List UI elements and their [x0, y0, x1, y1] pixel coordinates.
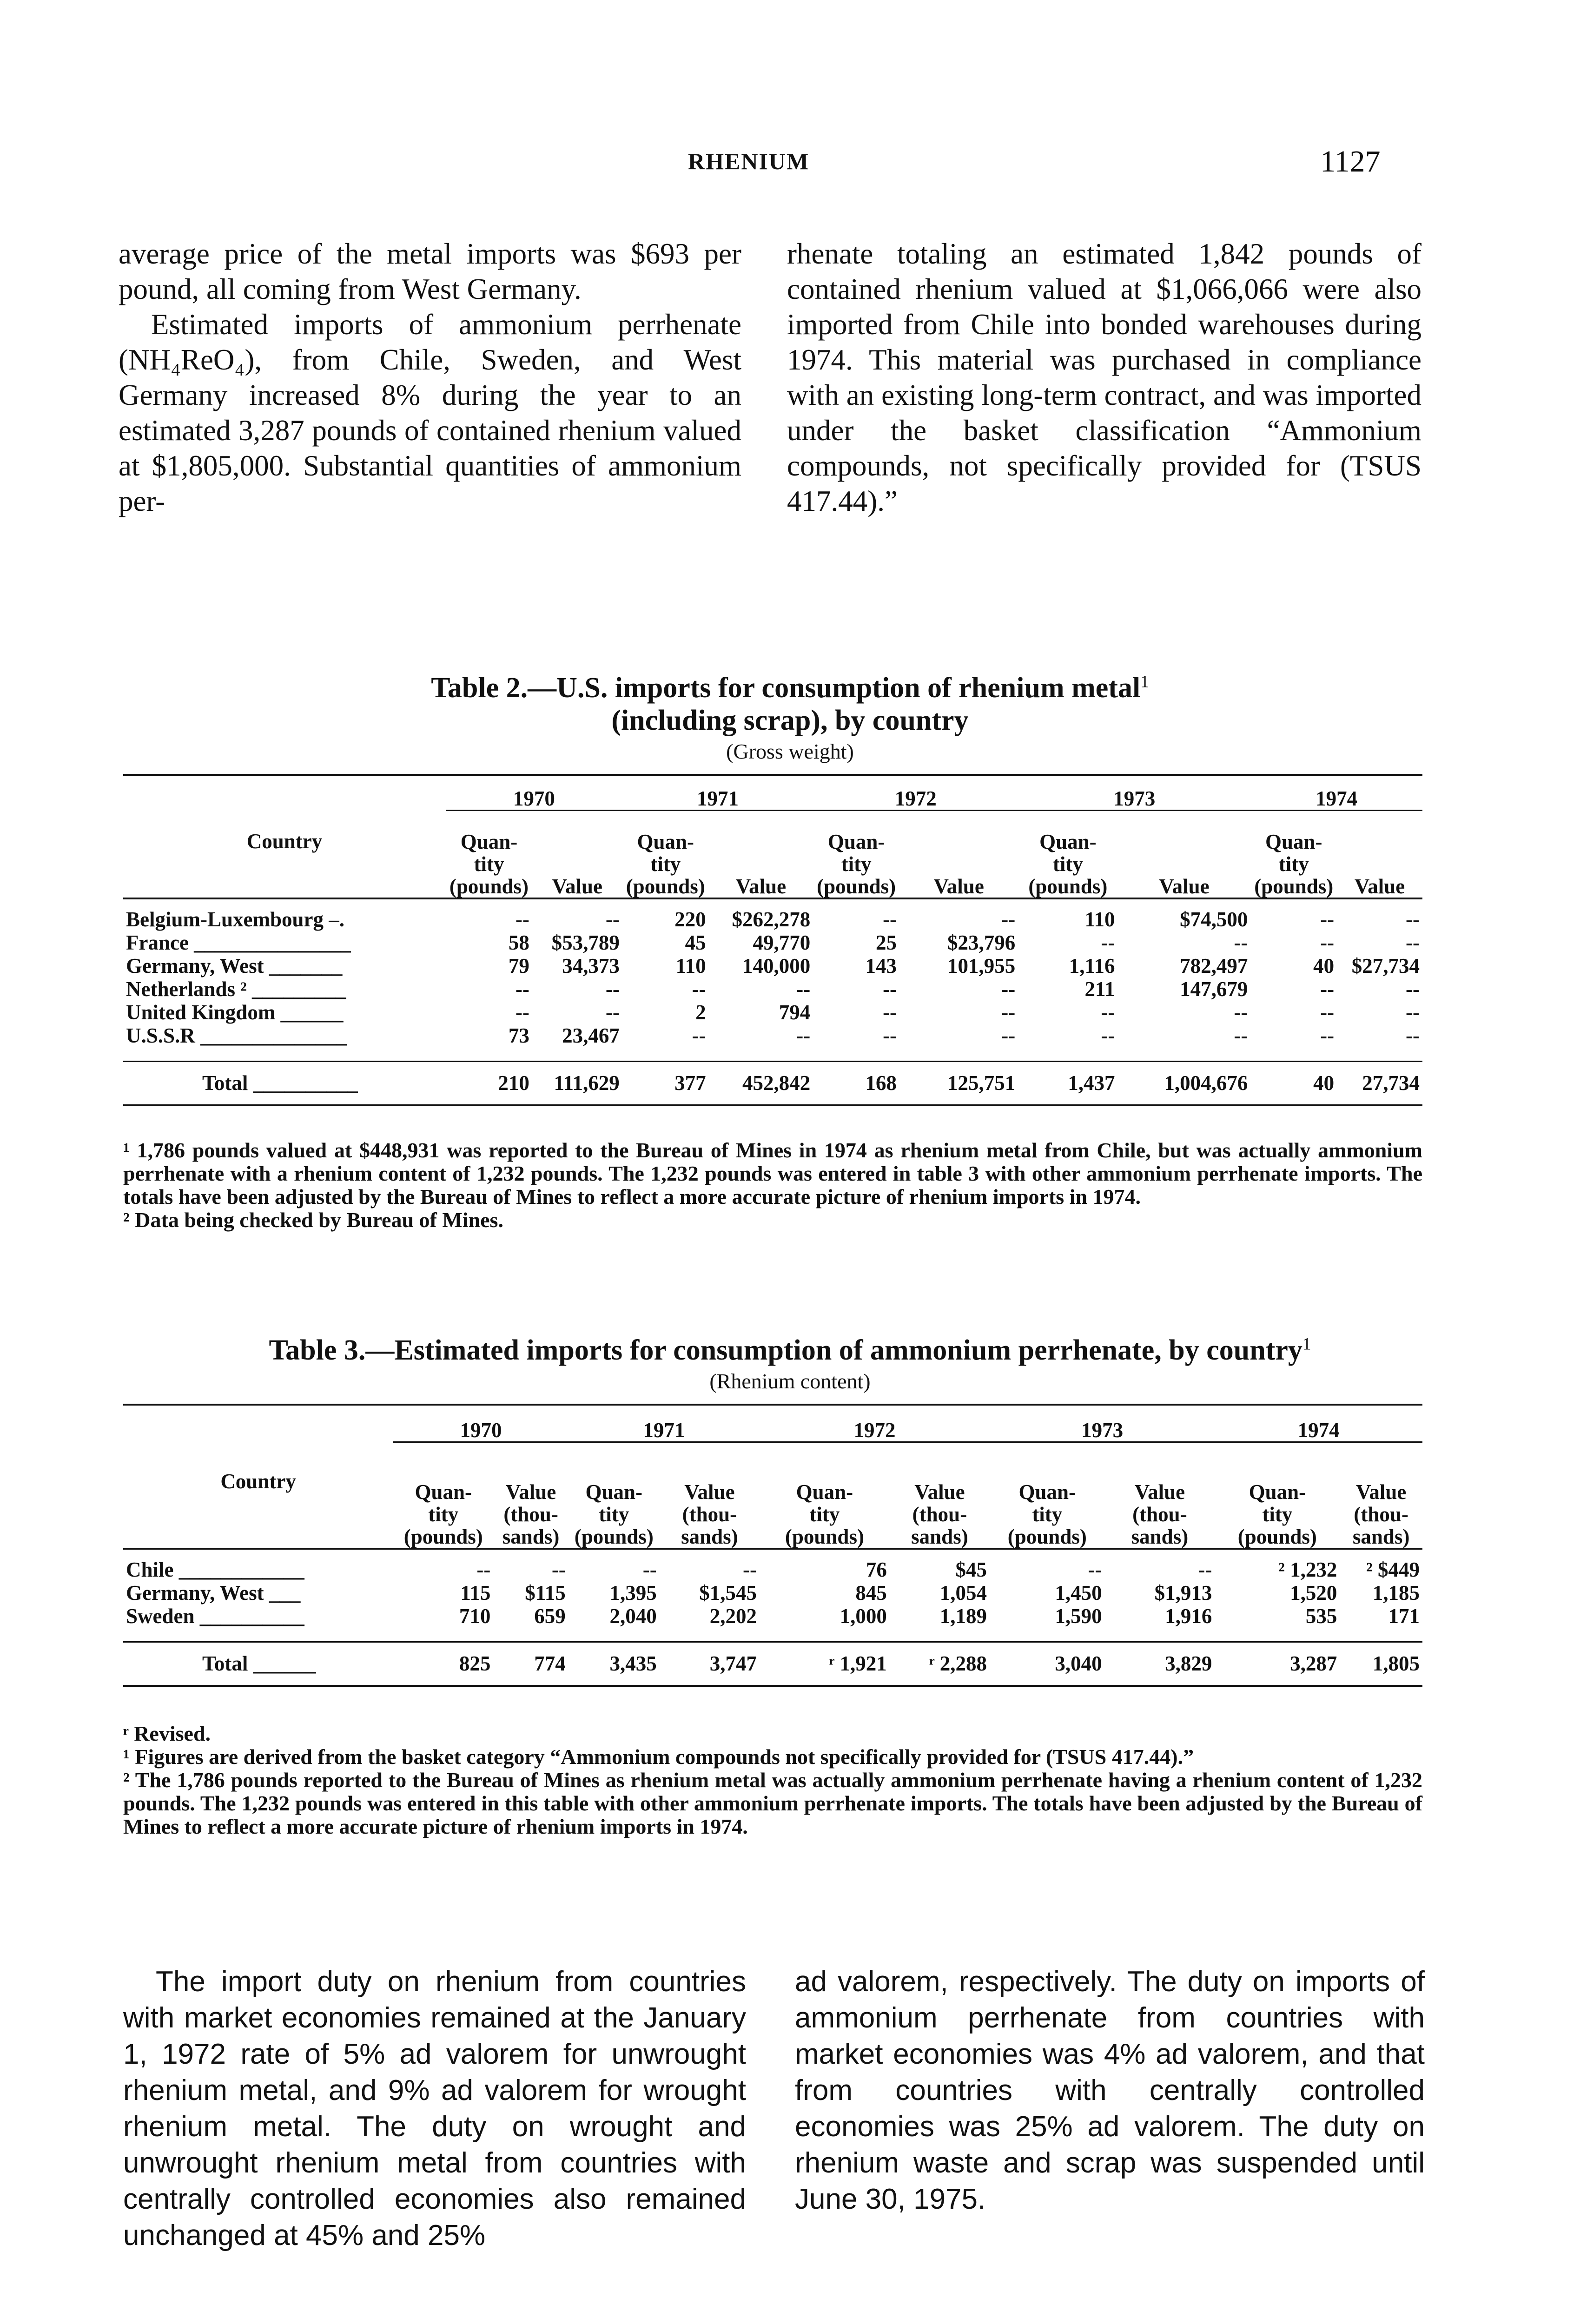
table2-qty-header: Quan- tity (pounds) — [449, 830, 529, 898]
table3-spacer — [123, 1549, 1422, 1558]
table3-value-header: Value (thou- sands) — [681, 1480, 738, 1548]
table2-value-cell: 110 — [675, 954, 706, 977]
table3-note-3: ² The 1,786 pounds reported to the Bureau of Mines as rhenium metal was actually ammonium perrhenate having a rhenium content of 1,232 pounds. The 1,232 pounds was entered in this table with other ammonium perrhenate imports. The totals have been adjusted by the Bureau of Mines to reflect a more accurate picture of rhenium imports in 1974. — [123, 1768, 1422, 1838]
table3-value-cell: 2,040 — [609, 1604, 657, 1628]
table3-country-cell: Sweden __________ — [126, 1604, 304, 1628]
table2-value-cell: 73 — [508, 1024, 529, 1047]
table2-value-cell: 58 — [508, 931, 529, 954]
table2-title-line1: Table 2.—U.S. imports for consumption of rhenium metal — [431, 672, 1141, 704]
table2-value-cell: 794 — [779, 1001, 811, 1024]
table3-value-cell: 3,829 — [1165, 1652, 1212, 1676]
table3-value-cell: 1,805 — [1372, 1652, 1420, 1676]
table2-spacer — [123, 898, 1422, 908]
table3 — [123, 1404, 1422, 1687]
table2-value-cell: 1,437 — [1068, 1071, 1115, 1095]
table3-total-row — [123, 1642, 1422, 1686]
table2-year-header: 1970 — [446, 775, 622, 810]
closing-left-paragraph: The import duty on rhenium from countries with market economies remained at the January 1, 1972 rate of 5% ad valorem for unwrought rhenium metal, and 9% ad valorem for wrought rhenium metal. The duty on wrought and unwrought rhenium metal from countries with centrally controlled economies also remained unchanged at 45% and 25% — [123, 1966, 746, 2251]
table2-value-cell: -- — [1406, 908, 1420, 931]
table3-country-header: Country — [220, 1470, 296, 1493]
intro-left-paragraph-2: Estimated imports of ammonium perrhenate (NH₄ReO₄), from Chile, Sweden, and West Germany increased 8% during the year to an estimated 3,287 pounds of contained rhenium valued at $1,805,000. Substantial quantities of ammonium per- — [119, 308, 741, 517]
table3-year-header: 1971 — [569, 1405, 760, 1442]
table2-value-cell: -- — [796, 1024, 811, 1047]
table2-value-cell: -- — [1234, 1001, 1248, 1024]
table3-qty-header: Quan- tity (pounds) — [574, 1480, 654, 1548]
table2-value-cell: -- — [515, 977, 529, 1001]
table3-value-cell: ² 1,232 — [1278, 1558, 1337, 1581]
table3-value-cell: ʳ 2,288 — [929, 1652, 987, 1676]
table3-body — [123, 1549, 1422, 1686]
table2-value-cell: 452,842 — [742, 1071, 811, 1095]
table2-value-cell: 40 — [1313, 1071, 1335, 1095]
table3-row — [123, 1558, 1422, 1581]
table2-value-cell: -- — [1320, 931, 1335, 954]
table2-value-cell: -- — [883, 908, 897, 931]
table3-value-cell: 1,395 — [609, 1581, 657, 1604]
table2-value-header: Value — [1354, 875, 1405, 898]
table3-value-cell: -- — [1088, 1558, 1102, 1581]
table2-value-cell: -- — [1001, 977, 1016, 1001]
table3-qty-header: Quan- tity (pounds) — [1237, 1480, 1317, 1548]
table3-country-cell: Chile ____________ — [126, 1558, 304, 1581]
table2-value-cell: 101,955 — [947, 954, 1016, 977]
table2-value-cell: 45 — [685, 931, 706, 954]
table2-year-header: 1973 — [1018, 775, 1250, 810]
table3-value-header: Value (thou- sands) — [502, 1480, 560, 1548]
table2-value-cell: $262,278 — [732, 908, 811, 931]
table3-value-cell: 3,747 — [709, 1652, 757, 1676]
table3-qty-header: Quan- tity (pounds) — [403, 1480, 483, 1548]
table2-value-cell: 1,116 — [1069, 954, 1115, 977]
table2-row — [123, 931, 1422, 954]
table2-value-cell: -- — [883, 977, 897, 1001]
table3-value-cell: 535 — [1305, 1604, 1337, 1628]
table2-value-cell: $23,796 — [947, 931, 1016, 954]
table2-total-label: Total __________ — [202, 1071, 358, 1095]
table2-value-cell: -- — [1234, 1024, 1248, 1047]
table3-value-header: Value (thou- sands) — [1352, 1480, 1410, 1548]
table3-value-cell: ² $449 — [1366, 1558, 1420, 1581]
table2-value-cell: -- — [1320, 1024, 1335, 1047]
table2-value-cell: -- — [692, 977, 706, 1001]
table2-note-1: ¹ 1,786 pounds valued at $448,931 was reported to the Bureau of Mines in 1974 as rhenium metal from Chile, but was actually ammonium perrhenate with a rhenium content of 1,232 pounds. The 1,232 pounds was entered in table 3 with other ammonium perrhenate imports. The totals have been adjusted by the Bureau of Mines to reflect a more accurate picture of rhenium imports in 1974. — [123, 1138, 1422, 1208]
table3-title — [0, 1334, 1580, 1367]
table2-value-cell: 147,679 — [1180, 977, 1248, 1001]
table2-value-cell: 27,734 — [1362, 1071, 1420, 1095]
table2-title — [0, 672, 1580, 737]
table2-value-cell: -- — [515, 908, 529, 931]
table2-value-cell: 211 — [1084, 977, 1115, 1001]
table2-row — [123, 1024, 1422, 1047]
table2-value-header: Value — [1159, 875, 1210, 898]
table2-value-cell: -- — [692, 1024, 706, 1047]
table2-value-cell: 25 — [876, 931, 897, 954]
table3-value-cell: -- — [1198, 1558, 1212, 1581]
table2-value-cell: -- — [1320, 1001, 1335, 1024]
table2-year-header: 1972 — [813, 775, 1018, 810]
table2-value-cell: 110 — [1084, 908, 1115, 931]
table2-qty-header: Quan- tity (pounds) — [626, 830, 705, 898]
table2 — [123, 774, 1422, 1106]
table2-country-cell: United Kingdom ______ — [126, 1001, 344, 1024]
table3-value-cell: 1,054 — [939, 1581, 987, 1604]
table3-value-cell: 76 — [866, 1558, 887, 1581]
table2-country-cell: U.S.S.R ______________ — [126, 1024, 347, 1047]
table2-value-cell: -- — [1001, 1001, 1016, 1024]
table2-value-cell: 140,000 — [742, 954, 811, 977]
table3-value-cell: $1,545 — [699, 1581, 757, 1604]
table2-country-cell: Netherlands ² _________ — [126, 977, 346, 1001]
table2-row — [123, 1001, 1422, 1024]
table3-value-cell: $1,913 — [1154, 1581, 1212, 1604]
closing-right-paragraph: ad valorem, respectively. The duty on imports of ammonium perrhenate from countries with market economies was 4% ad valorem, and that from countries with centrally controlled economies was 25% ad valorem. The duty on rhenium waste and scrap was suspended until June 30, 1975. — [795, 1966, 1425, 2215]
table2-value-cell: 2 — [695, 1001, 706, 1024]
table2-value-cell: -- — [605, 1001, 620, 1024]
table3-value-cell: 3,435 — [609, 1652, 657, 1676]
table3-value-cell: 115 — [460, 1581, 491, 1604]
closing-left-column — [123, 1964, 746, 2254]
table2-note-2: ² Data being checked by Bureau of Mines. — [123, 1208, 503, 1232]
table2-value-cell: 220 — [674, 908, 706, 931]
table2-value-cell: 111,629 — [554, 1071, 620, 1095]
table2-value-cell: -- — [1101, 1001, 1115, 1024]
table2-value-cell: -- — [1406, 1024, 1420, 1047]
table2-value-cell: 125,751 — [947, 1071, 1016, 1095]
table2-total-row — [123, 1061, 1422, 1105]
table3-value-cell: 1,916 — [1165, 1604, 1212, 1628]
table2-value-cell: 1,004,676 — [1164, 1071, 1248, 1095]
table3-value-cell: 1,000 — [840, 1604, 887, 1628]
table2-value-cell: 168 — [865, 1071, 897, 1095]
table3-qty-header: Quan- tity (pounds) — [1007, 1480, 1087, 1548]
table3-value-cell: 710 — [459, 1604, 491, 1628]
table2-value-header: Value — [735, 875, 787, 898]
table2-qty-header: Quan- tity (pounds) — [1028, 830, 1108, 898]
table2-value-cell: -- — [1001, 1024, 1016, 1047]
table3-value-cell: 3,040 — [1055, 1652, 1102, 1676]
table2-qty-header: Quan- tity (pounds) — [1254, 830, 1334, 898]
table3-year-header: 1974 — [1215, 1405, 1422, 1442]
table2-value-cell: 79 — [508, 954, 529, 977]
table2-value-cell: -- — [515, 1001, 529, 1024]
table3-value-cell: 171 — [1388, 1604, 1420, 1628]
table3-row — [123, 1581, 1422, 1604]
table2-notes — [123, 1139, 1422, 1232]
table2-value-cell: -- — [883, 1024, 897, 1047]
table3-value-cell: 659 — [534, 1604, 566, 1628]
table3-year-header: 1972 — [760, 1405, 990, 1442]
table2-year-header: 1971 — [622, 775, 813, 810]
table2-value-cell: -- — [1406, 977, 1420, 1001]
table2-value-cell: -- — [1101, 931, 1115, 954]
table3-value-cell: $45 — [955, 1558, 987, 1581]
page-number: 1127 — [1320, 145, 1381, 178]
table2-value-cell: -- — [1001, 908, 1016, 931]
table3-value-cell: -- — [476, 1558, 491, 1581]
table3-value-header: Value (thou- sands) — [1131, 1480, 1189, 1548]
table2-qty-header: Quan- tity (pounds) — [817, 830, 896, 898]
table2-value-cell: 40 — [1313, 954, 1335, 977]
table2-row — [123, 977, 1422, 1001]
table2-value-cell: 34,373 — [562, 954, 620, 977]
table2-value-cell: 782,497 — [1180, 954, 1248, 977]
table3-value-cell: 825 — [459, 1652, 491, 1676]
table3-value-cell: 774 — [534, 1652, 566, 1676]
table3-year-header: 1970 — [393, 1405, 569, 1442]
running-title: RHENIUM — [688, 148, 810, 174]
table2-value-cell: -- — [1320, 977, 1335, 1001]
table3-value-header: Value (thou- sands) — [911, 1480, 968, 1548]
table2-subtitle: (Gross weight) — [726, 739, 854, 763]
table2-country-cell: France _______________ — [126, 931, 351, 954]
table2-value-cell: 49,770 — [753, 931, 811, 954]
intro-right-column — [787, 236, 1421, 519]
table3-year-header: 1973 — [990, 1405, 1215, 1442]
table3-value-cell: 1,450 — [1055, 1581, 1102, 1604]
table3-country-cell: Germany, West ___ — [126, 1581, 301, 1604]
table2-value-cell: 377 — [674, 1071, 706, 1095]
table2-title-line2: (including scrap), by country — [611, 705, 969, 736]
table2-value-header: Value — [552, 875, 603, 898]
table3-spacer — [123, 1628, 1422, 1642]
intro-left-paragraph-1: average price of the metal imports was $693 per pound, all coming from West Germany. — [119, 238, 741, 305]
table2-value-cell: -- — [1406, 931, 1420, 954]
table2-body — [123, 898, 1422, 1105]
table3-value-cell: -- — [642, 1558, 657, 1581]
table3-value-cell: -- — [551, 1558, 566, 1581]
table3-value-cell: 845 — [855, 1581, 887, 1604]
table3-value-cell: 2,202 — [709, 1604, 757, 1628]
table2-row — [123, 954, 1422, 977]
table2-year-header: 1974 — [1250, 775, 1422, 810]
table3-title-footnote-mark: 1 — [1302, 1334, 1311, 1354]
table3-note-1: ʳ Revised. — [123, 1722, 211, 1745]
table2-value-cell: -- — [605, 977, 620, 1001]
table2-country-cell: Germany, West _______ — [126, 954, 343, 977]
table2-value-cell: 143 — [865, 954, 897, 977]
table3-value-cell: ʳ 1,921 — [829, 1652, 887, 1676]
intro-right-paragraph-1: rhenate totaling an estimated 1,842 pounds of contained rhenium valued at $1,066,066 were also imported from Chile into bonded warehouses during 1974. This material was purchased in compliance with an existing long-term contract, and was imported under the basket classification “Ammonium compounds, not specifically provided for (TSUS 417.44).” — [787, 238, 1421, 517]
table2-value-cell: -- — [883, 1001, 897, 1024]
table2-value-header: Value — [933, 875, 984, 898]
table3-row — [123, 1604, 1422, 1628]
table2-value-cell: $53,789 — [551, 931, 620, 954]
table3-value-cell: 1,185 — [1372, 1581, 1420, 1604]
table2-value-cell: 23,467 — [562, 1024, 620, 1047]
table3-qty-header: Quan- tity (pounds) — [785, 1480, 864, 1548]
table3-value-cell: 1,520 — [1290, 1581, 1337, 1604]
table2-value-cell: -- — [1101, 1024, 1115, 1047]
table2-value-cell: -- — [796, 977, 811, 1001]
table2-country-header: Country — [246, 830, 323, 853]
table2-grid — [123, 774, 1422, 1106]
table3-grid — [123, 1404, 1422, 1687]
table3-notes — [123, 1722, 1422, 1838]
table2-value-cell: -- — [1234, 931, 1248, 954]
table2-value-cell: $27,734 — [1351, 954, 1420, 977]
table2-value-cell: $74,500 — [1180, 908, 1248, 931]
table3-note-2: ¹ Figures are derived from the basket category “Ammonium compounds not specifically provided for (TSUS 417.44).” — [123, 1745, 1194, 1769]
table2-country-cell: Belgium-Luxembourg –. — [126, 908, 345, 931]
table3-value-cell: 1,590 — [1055, 1604, 1102, 1628]
table2-title-footnote-mark: 1 — [1140, 672, 1149, 692]
intro-left-column — [119, 236, 741, 519]
table3-value-cell: 1,189 — [939, 1604, 987, 1628]
table3-title-text: Table 3.—Estimated imports for consumption of ammonium perrhenate, by country — [269, 1334, 1302, 1366]
table3-subtitle: (Rhenium content) — [709, 1369, 871, 1393]
table2-value-cell: -- — [1406, 1001, 1420, 1024]
table2-value-cell: -- — [605, 908, 620, 931]
table3-value-cell: -- — [743, 1558, 757, 1581]
table2-value-cell: 210 — [498, 1071, 529, 1095]
table3-value-cell: 3,287 — [1290, 1652, 1337, 1676]
table2-row — [123, 908, 1422, 931]
table2-value-cell: -- — [1320, 908, 1335, 931]
table3-value-cell: $115 — [525, 1581, 566, 1604]
closing-right-column — [795, 1964, 1425, 2218]
table3-total-label: Total ______ — [202, 1652, 316, 1676]
table2-spacer — [123, 1047, 1422, 1061]
